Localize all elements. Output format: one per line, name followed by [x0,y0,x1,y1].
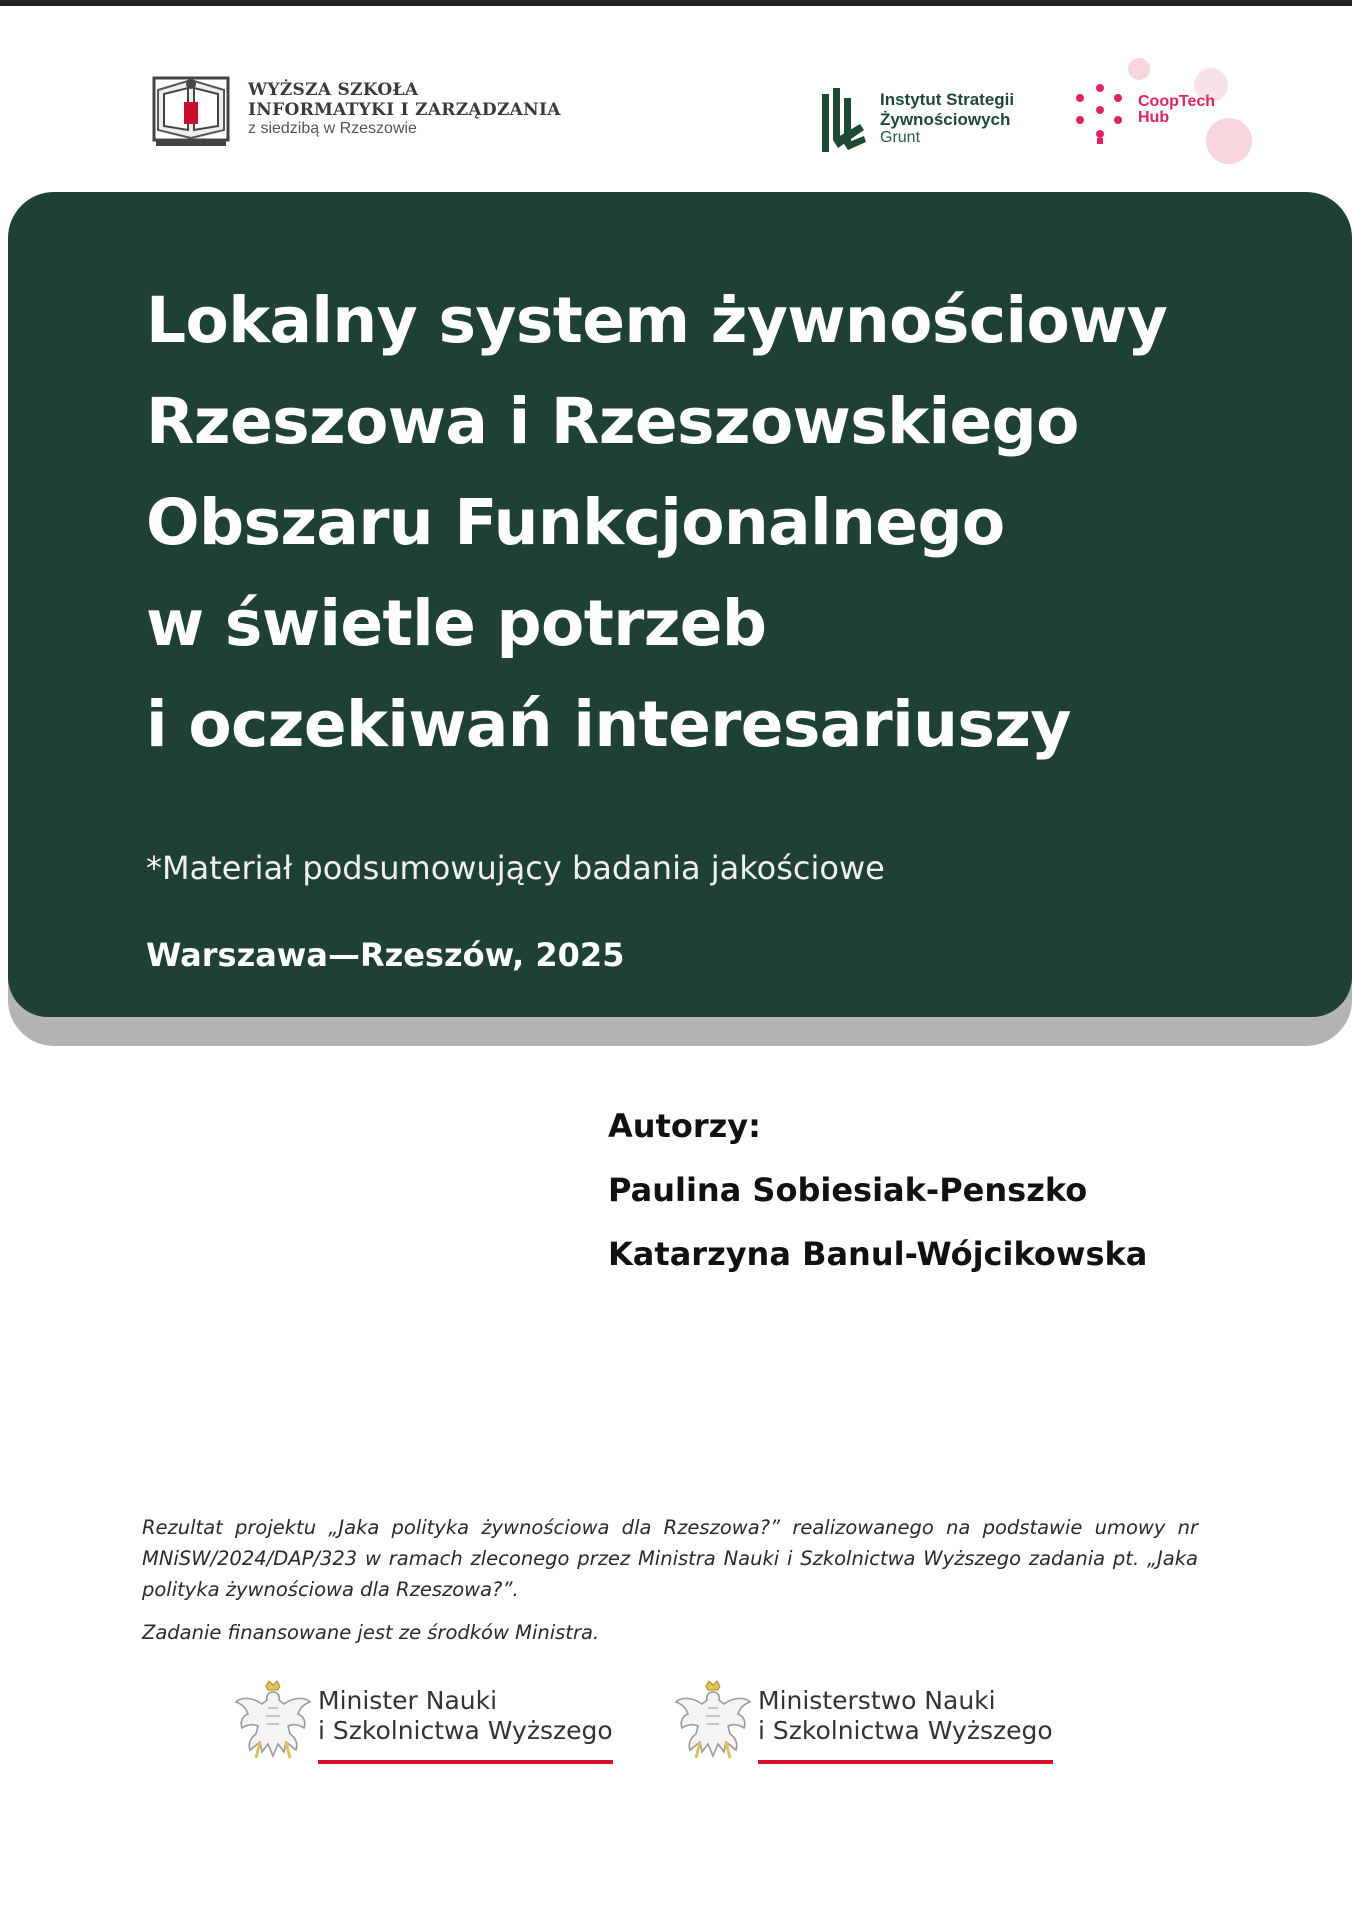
ministry-red-rule [758,1760,1053,1764]
wsiz-logo [150,68,561,150]
author-name: Katarzyna Banul-Wójcikowska [608,1235,1148,1273]
polish-eagle-icon [672,1678,754,1766]
isz-name-line2: Żywnościowych [880,109,1011,129]
cooptech-bubble [1128,58,1150,80]
report-title-line: i oczekiwań interesariuszy [146,688,1071,761]
ministry-name-line1: Minister Nauki [318,1686,498,1715]
report-title-line: Lokalny system żywnościowy [146,284,1168,357]
report-title-line: Obszaru Funkcjonalnego [146,486,1005,559]
polish-eagle-icon [232,1678,314,1766]
grunt-mark-icon [820,84,868,154]
funding-note-paragraph: Zadanie finansowane jest ze środków Ministra. [142,1621,600,1644]
report-title-line: w świetle potrzeb [146,587,767,660]
place-and-date: Warszawa—Rzeszów, 2025 [146,936,625,974]
isz-name-line3: Grunt [880,129,921,147]
report-subtitle: *Materiał podsumowujący badania jakościowe [146,849,885,887]
ministry-red-rule [318,1760,613,1764]
ministry-logo-ministerstwo [672,1678,1053,1766]
wsiz-crest-icon [150,68,232,150]
isz-name-line1: Instytut Strategii [880,90,1015,110]
cooptech-hub-logo [1066,58,1266,168]
wsiz-name-line2: INFORMATYKI I ZARZĄDZANIA [248,99,561,120]
wsiz-seat: z siedzibą w Rzeszowie [248,119,417,137]
ministry-name-line1: Ministerstwo Nauki [758,1686,996,1715]
ministry-logo-minister [232,1678,613,1766]
cooptech-dots-icon [1072,82,1128,146]
isz-grunt-logo [820,84,1014,154]
title-panel [8,192,1352,1017]
cooptech-name-line1: CoopTech [1138,93,1216,110]
funding-note [142,1512,1198,1648]
report-title-line: Rzeszowa i Rzeszowskiego [146,385,1079,458]
cooptech-name-line2: Hub [1138,109,1170,126]
wsiz-name-line1: WYŻSZA SZKOŁA [248,79,419,100]
ministry-name-line2: i Szkolnictwa Wyższego [318,1716,613,1745]
ministry-name-line2: i Szkolnictwa Wyższego [758,1716,1053,1745]
funding-note-paragraph: Rezultat projektu „Jaka polityka żywnościowa dla Rzeszowa?” realizowanego na podstawie umowy nr MNiSW/2024/DAP/323 w ramach zleconego przez Ministra Nauki i Szkolnictwa Wyższego zadania pt. „Jaka polityka żywnościowa dla Rzeszowa?”. [142,1516,1198,1601]
report-title [146,270,1266,775]
authors-heading: Autorzy: [608,1107,761,1145]
authors-block [608,1094,1147,1286]
top-border [0,0,1352,6]
author-name: Paulina Sobiesiak-Penszko [608,1171,1088,1209]
